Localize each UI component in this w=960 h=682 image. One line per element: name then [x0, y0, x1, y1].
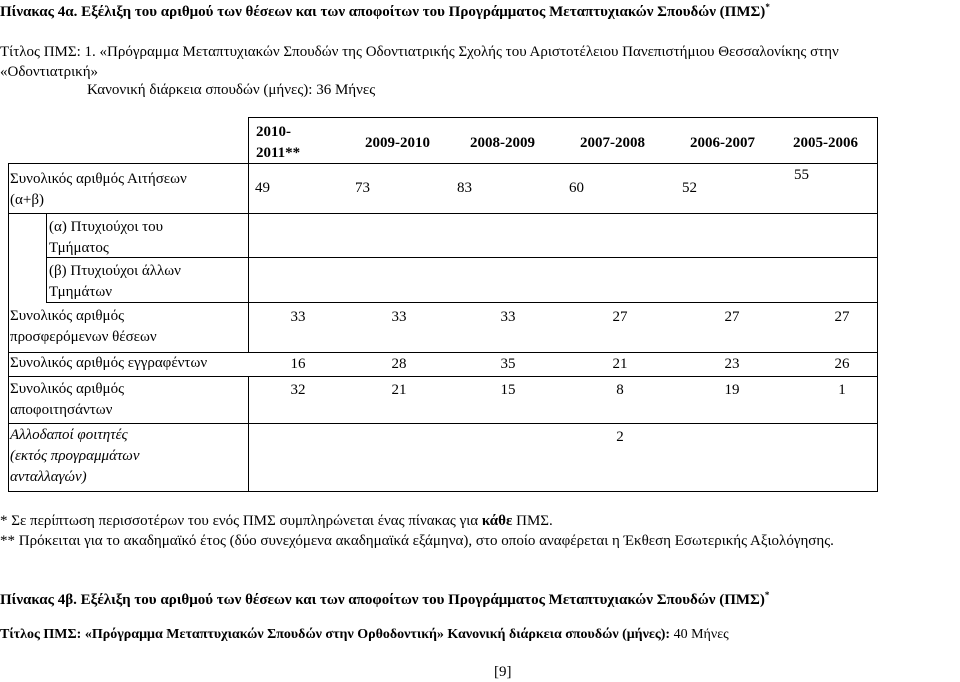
cell-positions-2007-2008: 27: [612, 309, 628, 325]
cell-positions-2008-2009: 33: [500, 309, 516, 325]
label-line: (α) Πτυχιούχοι του: [49, 219, 164, 235]
title-footnote-mark: *: [764, 590, 770, 600]
cell-positions-2005-2006: 27: [834, 309, 850, 325]
table-border-top: [248, 117, 878, 118]
cell-enrolled-2007-2008: 21: [612, 356, 628, 372]
program-title-line1: Τίτλος ΠΜΣ: 1. «Πρόγραμμα Μεταπτυχιακών Σπουδών της Οδοντιατρικής Σχολής του Αριστοτέλειου Πανεπιστήμιου Θεσσαλονίκης στην: [0, 44, 839, 60]
row-label-applications: [10, 169, 187, 211]
footnote-text: ΠΜΣ.: [512, 513, 553, 529]
table-rule: [8, 163, 878, 164]
table-rule: [8, 423, 878, 424]
label-line: ανταλλαγών): [10, 469, 87, 485]
footnote-double-mark: ** Πρόκειται για το ακαδημαϊκό έτος (δύο συνεχόμενα ακαδημαϊκά εξάμηνα), στο οποίο αναφέρεται η Έκθεση Εσωτερικής Αξιολόγησης.: [0, 533, 834, 549]
table-rule: [8, 213, 878, 214]
table-rule: [46, 257, 878, 258]
cell-applications-2010-2011: 49: [255, 180, 270, 196]
cell-enrolled-2006-2007: 23: [724, 356, 740, 372]
cell-applications-2005-2006: 55: [794, 167, 809, 183]
label-line: προσφερόμενων θέσεων: [10, 329, 157, 345]
program-duration: Κανονική διάρκεια σπουδών (μήνες): 36 Μήνες: [87, 82, 376, 98]
header-year-2009-2010: 2009-2010: [365, 135, 430, 151]
row-label-foreign-students: [10, 425, 140, 488]
table-subrow-border: [46, 213, 47, 303]
header-year-2010-2011: [256, 122, 300, 164]
header-year-2008-2009: 2008-2009: [470, 135, 535, 151]
label-line: Συνολικός αριθμός: [10, 381, 125, 397]
label-line: Συνολικός αριθμός Αιτήσεων: [10, 171, 187, 187]
footnote-single-mark: [0, 513, 553, 530]
header-line: 2011**: [256, 145, 301, 161]
cell-graduates-2008-2009: 15: [500, 382, 516, 398]
footnote-emphasis: κάθε: [481, 513, 513, 529]
header-year-2005-2006: 2005-2006: [793, 135, 858, 151]
table-border-left: [8, 163, 9, 492]
cell-applications-2008-2009: 83: [457, 180, 472, 196]
table-column-border: [248, 376, 249, 492]
cell-applications-2009-2010: 73: [355, 180, 370, 196]
title-footnote-mark: *: [765, 2, 770, 12]
row-label-offered-positions: [10, 306, 157, 348]
table4b-title-text: Πίνακας 4β. Εξέλιξη του αριθμού των θέσεων και των αποφοίτων του Προγράμματος Μεταπτυχιακών Σπουδών (ΠΜΣ): [0, 592, 765, 608]
cell-graduates-2007-2008: 8: [616, 382, 624, 398]
table-rule: [8, 376, 878, 377]
table-column-border: [248, 117, 249, 352]
row-label-graduates-other-departments: [49, 261, 181, 303]
label-line: Συνολικός αριθμός: [10, 308, 125, 324]
table-border-right: [877, 117, 878, 492]
cell-enrolled-2008-2009: 35: [500, 356, 516, 372]
row-label-graduates: [10, 379, 124, 421]
cell-positions-2010-2011: 33: [290, 309, 306, 325]
row-label-graduates-same-department: [49, 217, 163, 259]
table4a-title-text: Πίνακας 4α. Εξέλιξη του αριθμού των θέσεων και των αποφοίτων του Προγράμματος Μεταπτυχιακών Σπουδών (ΠΜΣ): [0, 4, 766, 20]
label-line: (α+β): [10, 192, 44, 208]
cell-applications-2006-2007: 52: [682, 180, 697, 196]
table-border-bottom: [8, 491, 878, 492]
label-line: Αλλοδαποί φοιτητές: [10, 427, 128, 443]
label-line: (β) Πτυχιούχοι άλλων: [49, 263, 181, 279]
label-line: Τμημάτων: [49, 284, 113, 300]
header-year-2007-2008: 2007-2008: [580, 135, 645, 151]
table4b-title: [0, 592, 769, 609]
table4b-duration-value: 40 Μήνες: [673, 627, 729, 642]
cell-applications-2007-2008: 60: [569, 180, 584, 196]
cell-foreign-2007-2008: 2: [616, 429, 624, 445]
footnote-text: * Σε περίπτωση περισσοτέρων του ενός ΠΜΣ συμπληρώνεται ένας πίνακας για: [0, 513, 482, 529]
header-year-2006-2007: 2006-2007: [690, 135, 755, 151]
table4b-program: [0, 627, 729, 643]
label-line: (εκτός προγραμμάτων: [10, 448, 140, 464]
cell-enrolled-2009-2010: 28: [391, 356, 407, 372]
label-line: Τμήματος: [49, 240, 109, 256]
program-title-line2: «Οδοντιατρική»: [0, 64, 99, 80]
page-number: [9]: [494, 664, 512, 680]
cell-graduates-2006-2007: 19: [724, 382, 740, 398]
cell-enrolled-2010-2011: 16: [290, 356, 306, 372]
cell-graduates-2010-2011: 32: [290, 382, 306, 398]
table4b-program-text: Τίτλος ΠΜΣ: «Πρόγραμμα Μεταπτυχιακών Σπουδών στην Ορθοδοντική» Κανονική διάρκεια σπουδών (μήνες):: [0, 627, 671, 642]
table4a-title: [0, 4, 770, 21]
label-line: αποφοιτησάντων: [10, 402, 113, 418]
row-label-enrolled: Συνολικός αριθμός εγγραφέντων: [10, 355, 208, 371]
cell-positions-2009-2010: 33: [391, 309, 407, 325]
cell-positions-2006-2007: 27: [724, 309, 740, 325]
cell-enrolled-2005-2006: 26: [834, 356, 850, 372]
cell-graduates-2009-2010: 21: [391, 382, 407, 398]
cell-graduates-2005-2006: 1: [838, 382, 846, 398]
header-line: 2010-: [256, 124, 291, 140]
